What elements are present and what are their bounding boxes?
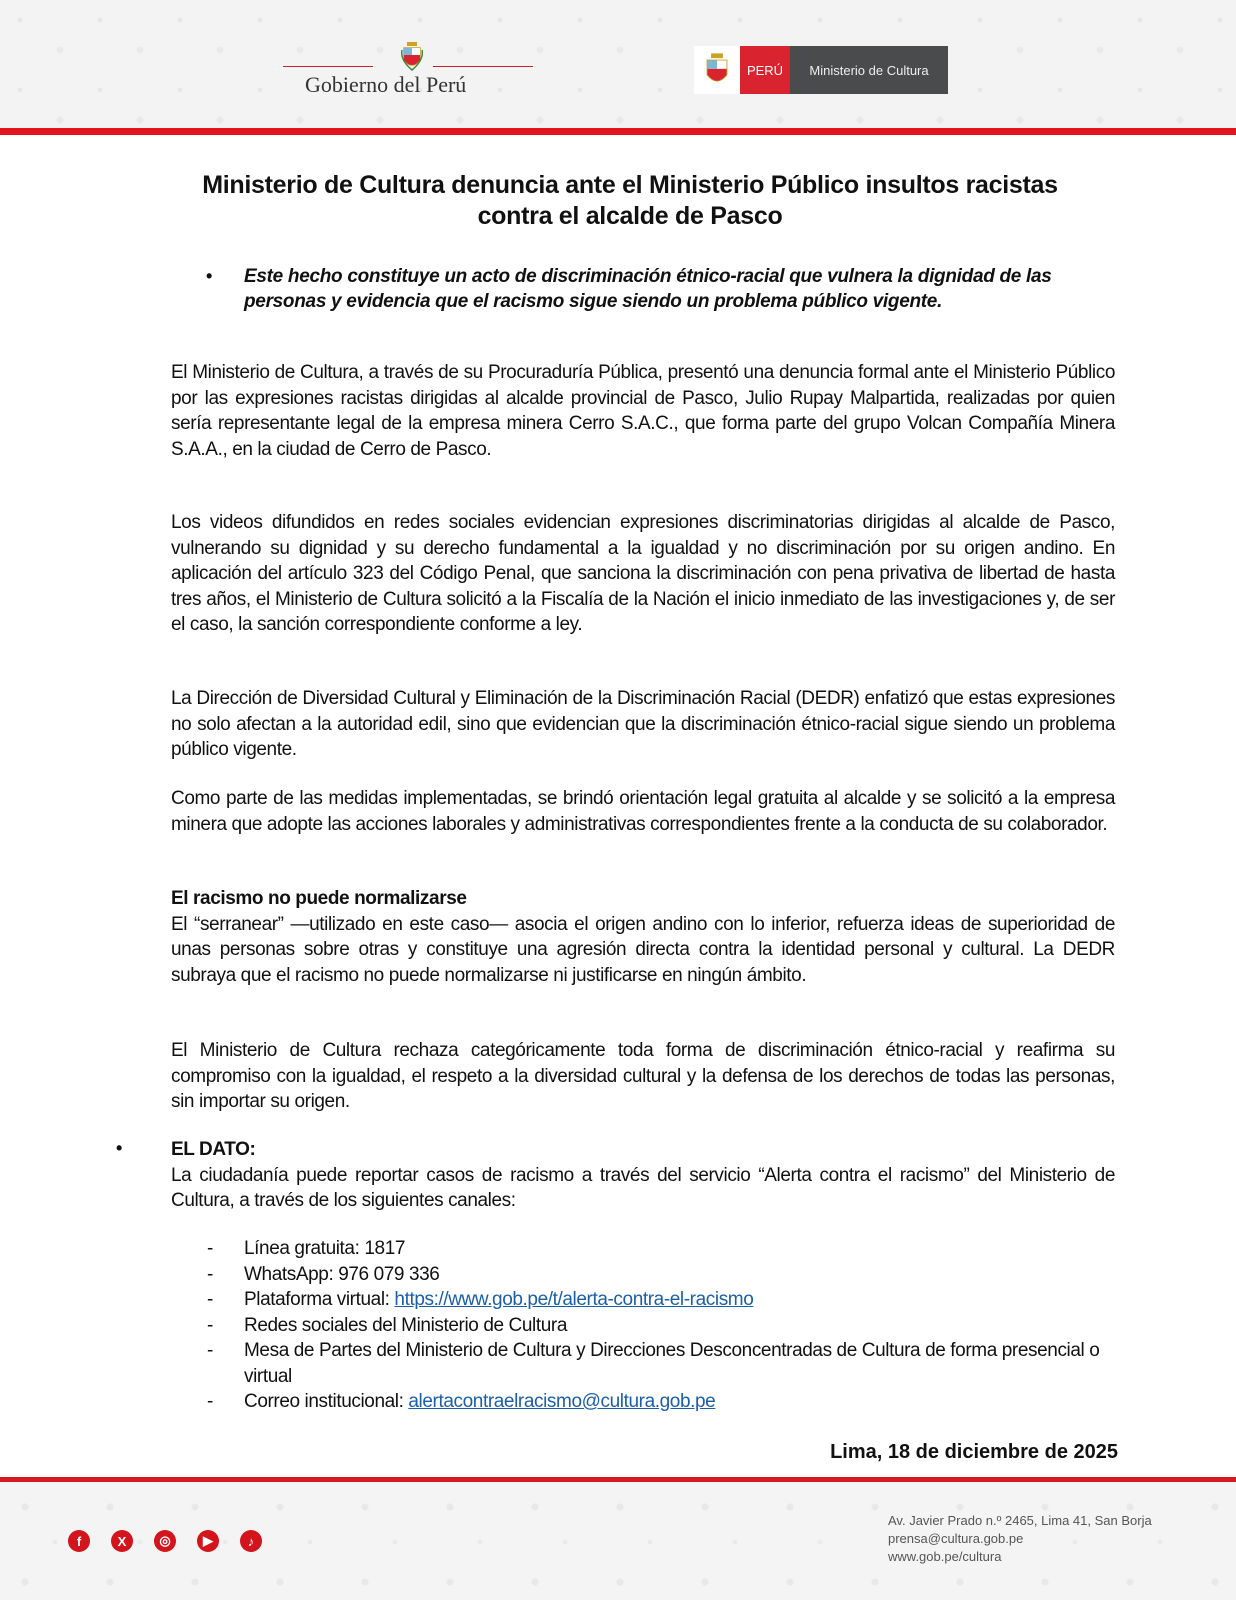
logo-divider (433, 66, 533, 67)
channel-label: Mesa de Partes del Ministerio de Cultura y Direcciones Desconcentradas de Cultura de forma presencial o virtual (244, 1340, 1100, 1387)
social-links (68, 1530, 262, 1552)
list-item: - Correo institucional: alertacontraelracismo@cultura.gob.pe (207, 1391, 716, 1412)
channel-label: Plataforma virtual: (244, 1289, 395, 1310)
tiktok-icon[interactable]: ♪ (240, 1530, 262, 1552)
channel-label: Redes sociales del Ministerio de Cultura (244, 1314, 567, 1336)
paragraph-3: La Dirección de Diversidad Cultural y Eliminación de la Discriminación Racial (DEDR) enfatizó que estas expresiones no solo afectan a la autoridad edil, sino que evidencian que la discriminación étnico-racial sigue siendo un problema público vigente. (171, 688, 1115, 760)
paragraph-1: El Ministerio de Cultura, a través de su Procuraduría Pública, presentó una denuncia formal ante el Ministerio Público por las expresiones racistas dirigidas al alcalde provincial de Pasco, Julio Rupay Malpartida, realizadas por quien sería representante legal de la empresa minera Cerro S.A.C., que forma parte del grupo Volcan Compañía Minera S.A.A., en la ciudad de Cerro de Pasco. (171, 362, 1115, 460)
instagram-icon[interactable]: ◎ (154, 1530, 176, 1552)
coat-of-arms-icon (401, 40, 423, 72)
logo-divider (283, 66, 373, 67)
el-dato-heading: EL DATO: (171, 1139, 256, 1160)
email-link[interactable]: alertacontraelracismo@cultura.gob.pe (408, 1391, 716, 1412)
document-title: Ministerio de Cultura denuncia ante el Ministerio Público insultos racistas contra el alcalde de Pasco (202, 171, 1058, 230)
peru-label: PERÚ (740, 46, 790, 94)
el-dato-section (171, 1137, 1115, 1214)
gobierno-del-peru-logo (283, 40, 533, 100)
section-heading: El racismo no puede normalizarse (171, 888, 467, 909)
facebook-icon[interactable]: f (68, 1530, 90, 1552)
x-icon[interactable]: X (111, 1530, 133, 1552)
list-item: - Plataforma virtual: https://www.gob.pe/t/alerta-contra-el-racismo (207, 1289, 754, 1310)
lead-summary: Este hecho constituye un acto de discriminación étnico-racial que vulnera la dignidad de las personas y evidencia que el racismo sigue siendo un problema público vigente. (244, 266, 1052, 312)
bullet-icon: • (206, 266, 213, 286)
list-item: - WhatsApp: 976 079 336 (207, 1263, 440, 1285)
ministerio-de-cultura-logo (694, 46, 948, 94)
paragraph-2: Los videos difundidos en redes sociales evidencian expresiones discriminatorias dirigidas al alcalde de Pasco, vulnerando su dignidad y su derecho fundamental a la igualdad y no discriminación por su origen andino. En aplicación del artículo 323 del Código Penal, que sanciona la discriminación con pena privativa de libertad de hasta tres años, el Ministerio de Cultura solicitó a la Fiscalía de la Nación el inicio inmediato de las investigaciones y, de ser el caso, la sanción correspondiente conforme a ley. (171, 512, 1115, 635)
dateline: Lima, 18 de diciembre de 2025 (830, 1441, 1118, 1463)
list-item: - Redes sociales del Ministerio de Cultura (207, 1314, 567, 1336)
paragraph-4: Como parte de las medidas implementadas, se brindó orientación legal gratuita al alcalde y se solicitó a la empresa minera que adopte las acciones laborales y administrativas correspondientes frente a la conducta de su colaborador. (171, 788, 1115, 835)
page-header (0, 0, 1236, 128)
ministry-name-label: Ministerio de Cultura (790, 46, 948, 94)
coat-of-arms-icon (694, 46, 740, 94)
section-racismo (171, 886, 1115, 988)
header-divider (0, 128, 1236, 135)
section-body: El “serranear” —utilizado en este caso— asocia el origen andino con lo inferior, refuerza ideas de superioridad de unas personas sobre otras y constituye una agresión directa contra la identidad personal y cultural. La DEDR subraya que el racismo no puede normalizarse ni justificarse en ningún ámbito. (171, 913, 1115, 986)
address: Av. Javier Prado n.º 2465, Lima 41, San Borja (888, 1513, 1152, 1528)
channel-label: WhatsApp: 976 079 336 (244, 1263, 440, 1285)
closing-paragraph: El Ministerio de Cultura rechaza categóricamente toda forma de discriminación étnico-racial y reafirma su compromiso con la igualdad, el respeto a la diversidad cultural y la defensa de los derechos de todas las personas, sin importar su origen. (171, 1040, 1115, 1112)
contact-info (888, 1512, 1152, 1566)
platform-link[interactable]: https://www.gob.pe/t/alerta-contra-el-racismo (394, 1289, 754, 1310)
channel-label: Correo institucional: (244, 1391, 409, 1412)
report-channels-list (171, 1236, 1115, 1415)
youtube-icon[interactable]: ▶ (197, 1530, 219, 1552)
el-dato-intro: La ciudadanía puede reportar casos de racismo a través del servicio “Alerta contra el racismo” del Ministerio de Cultura, a través de los siguientes canales: (171, 1164, 1115, 1211)
list-item: - Línea gratuita: 1817 (207, 1238, 406, 1259)
press-email[interactable]: prensa@cultura.gob.pe (888, 1531, 1024, 1546)
website-link[interactable]: www.gob.pe/cultura (888, 1549, 1002, 1564)
channel-label: Línea gratuita: 1817 (244, 1238, 406, 1259)
bullet-icon: • (116, 1138, 123, 1158)
list-item: - Mesa de Partes del Ministerio de Cultura y Direcciones Desconcentradas de Cultura de forma presencial o virtual (207, 1340, 1100, 1387)
gobierno-del-peru-text: Gobierno del Perú (305, 72, 467, 97)
